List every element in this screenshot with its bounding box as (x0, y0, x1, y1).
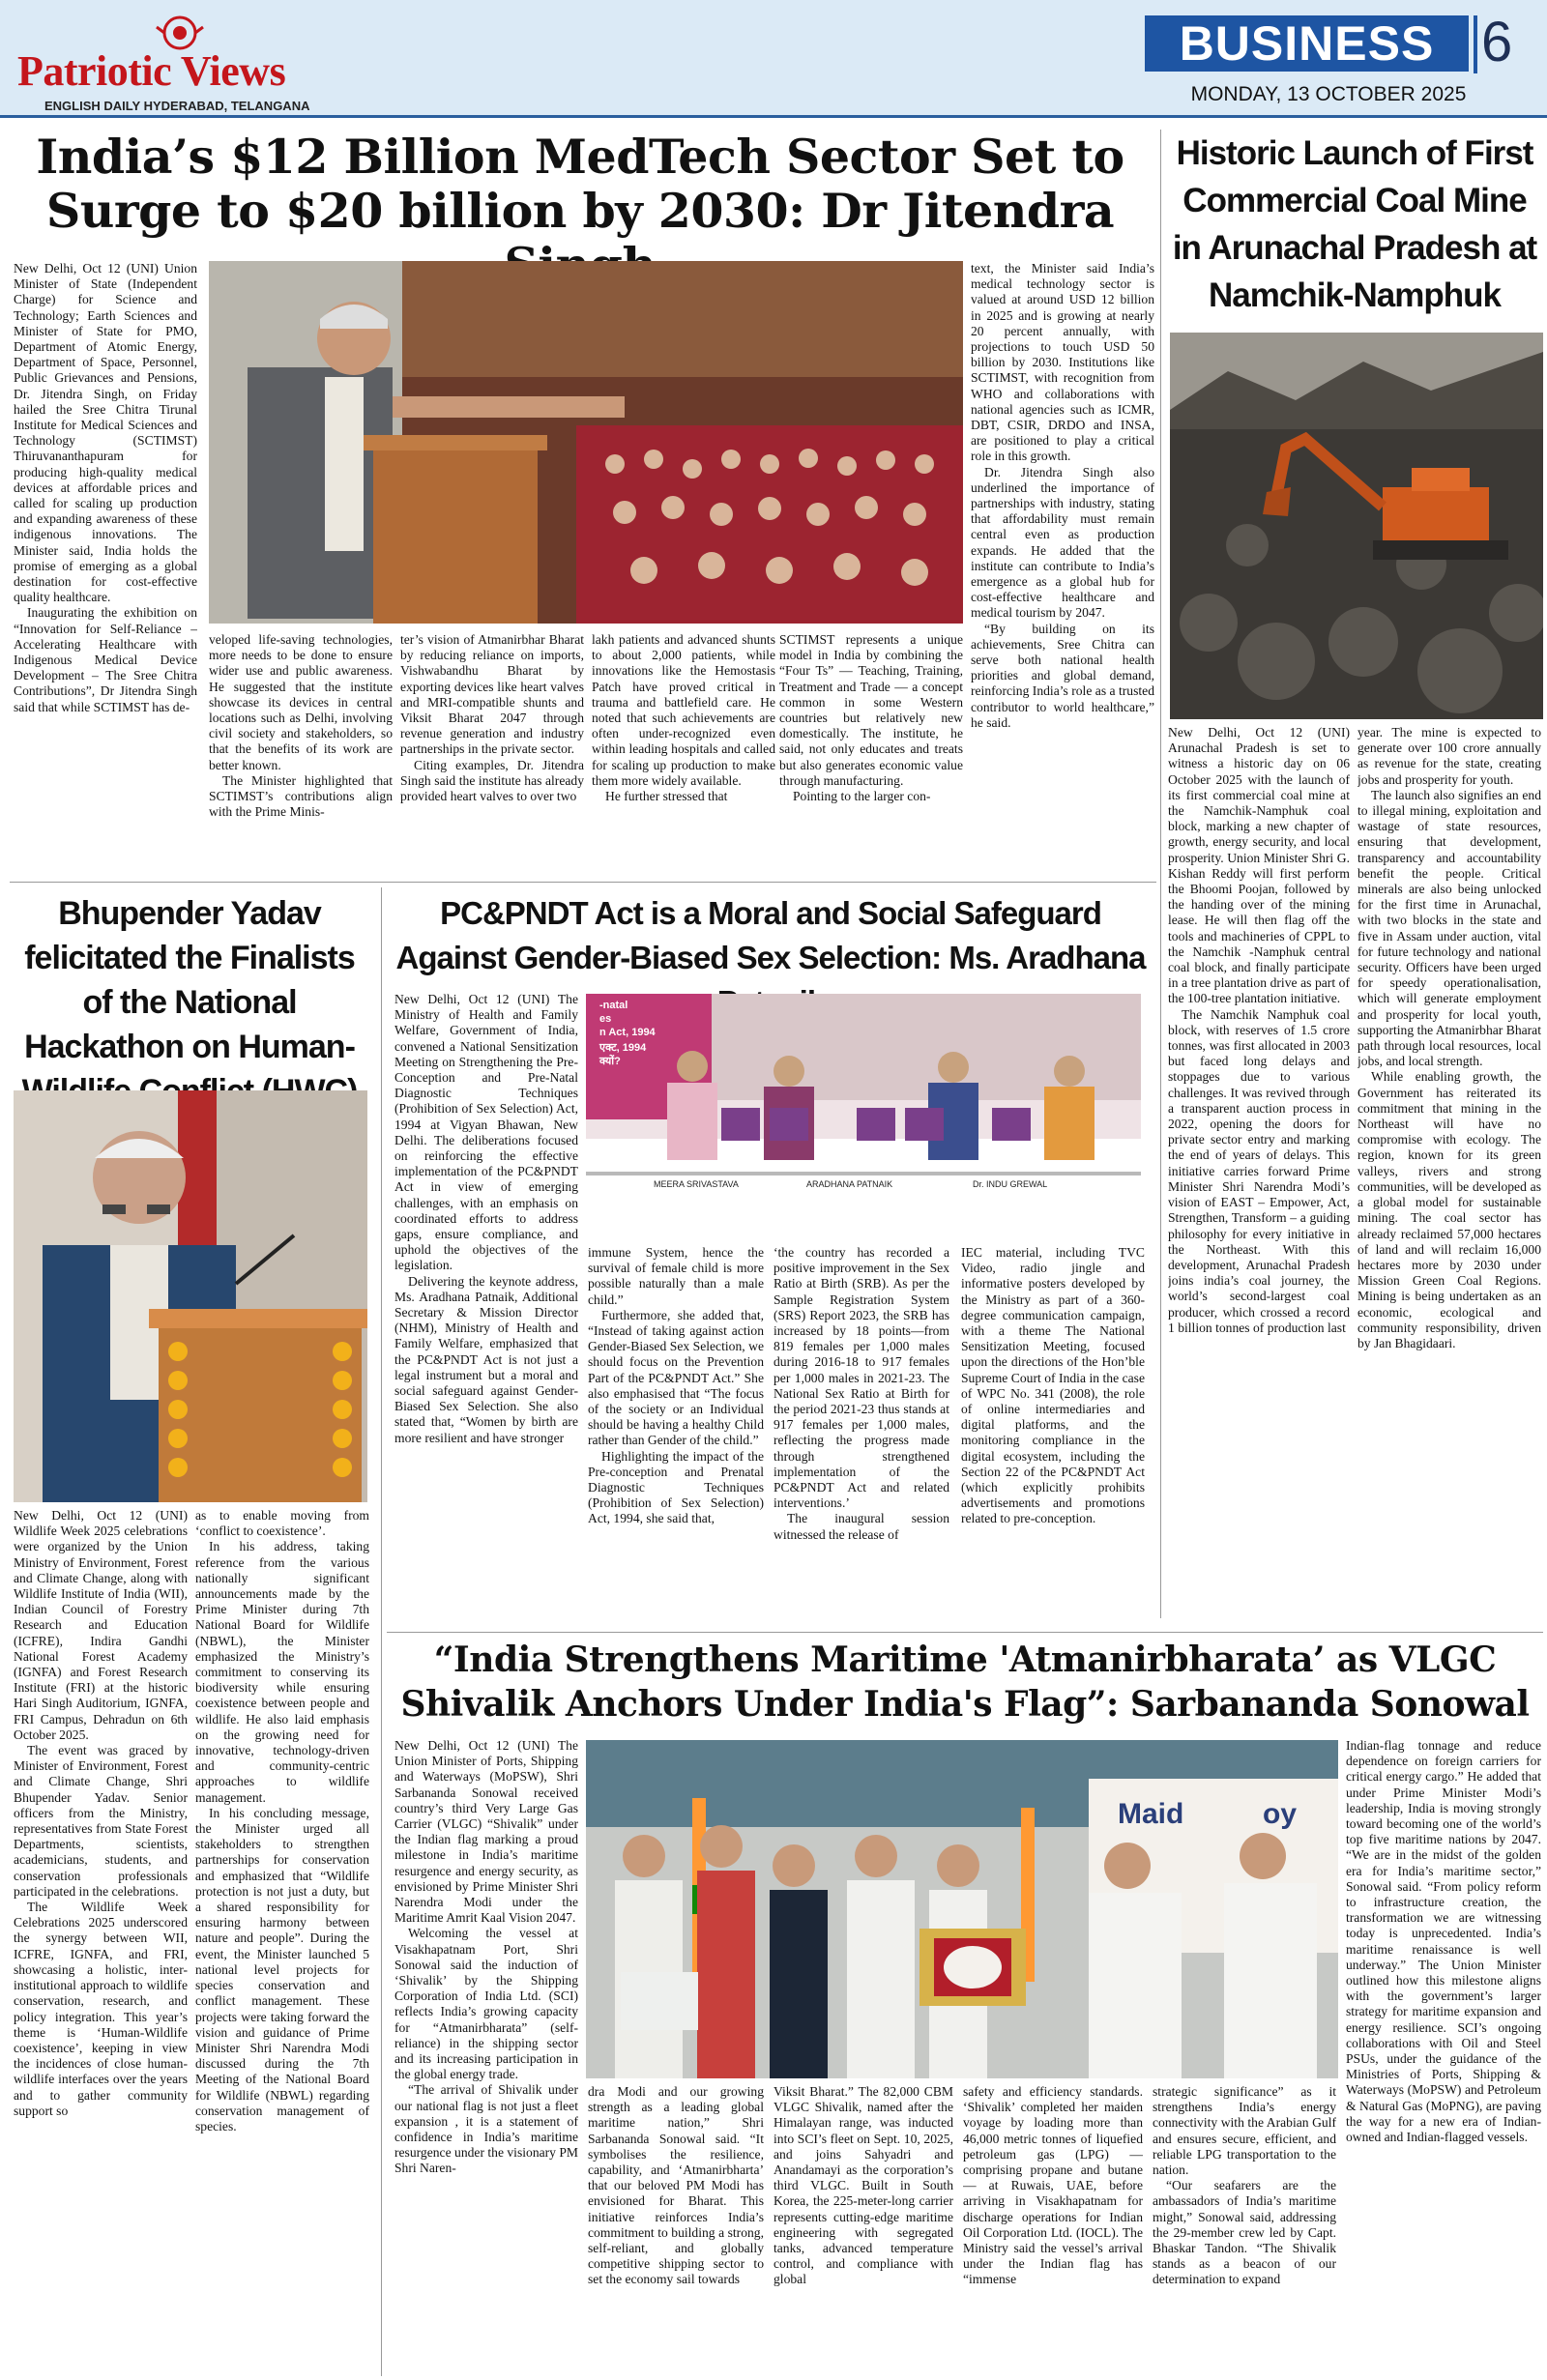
maritime-paragraph: New Delhi, Oct 12 (UNI) The Union Minister of Ports, Shipping and Waterways (MoPSW), Shri Sarbananda Sonowal received country’s third Very Large Gas Carrier (VLGC) “Shivalik” under the Indian flag marking a proud milestone in India’s maritime resurgence and energy security, as envisioned by Prime Minister Shri Narendra Modi under the Maritime Amrit Kaal Vision 2047. (394, 1738, 578, 1926)
medtech-column-1 (14, 261, 197, 876)
coal-column-1 (1168, 725, 1350, 1616)
maritime-column-4 (963, 2084, 1143, 2376)
pcpndt-column-3 (774, 1245, 949, 1628)
maritime-paragraph: strategic significance” as it strengthens India’s energy connectivity with the Arabian Gulf and ensures secure, efficient, and reliable LPG transportation to the nation. (1153, 2084, 1336, 2178)
coal-paragraph: The Namchik Namphuk coal block, with reserves of 1.5 crore tonnes, was first allocated in 2003 but faced long delays and stoppages due to various challenges. It was revived through a transparent auction process in 2022, opening the doors for private sector entry and marking the end of years of delays. This initiative carries forward Prime Minister Shri Narendra Modi’s vision of EAST – Empower, Act, Strengthen, Transform – a guiding philosophy for every initiative in the Northeast. With this development, Arunachal Pradesh joins india’s coal journey, the world’s second-largest coal producer, which crossed a record 1 billion tonnes of production last (1168, 1006, 1350, 1335)
banner-text: es (599, 1013, 612, 1025)
hwc-paragraph: New Delhi, Oct 12 (UNI) Wildlife Week 2025 celebrations were organized by the Union Ministry of Environment, Forest and Climate Change, along with Wildlife Institute of India (WII), Indian Council of Forestry Research and Education (ICFRE), Indira Gandhi National Forest Academy (IGNFA) and Forest Research Institute (FRI) at the historic Hari Singh Auditorium, IGNFA, FRI Campus, Dehradun on 6th October 2025. (14, 1508, 188, 1742)
coal-column-2 (1357, 725, 1541, 1616)
photo-shivalik-ceremony (586, 1740, 1338, 2078)
pcpndt-paragraph: Furthermore, she added that, “Instead of taking against action Gender-Biased Sex Selection, we should focus on the Prevention Part of the PC&PNDT Act.” She also emphasised that “The focus of the society or an Individual should be having a healthy Child rather than Gender of the child.” (588, 1307, 764, 1448)
banner-text: -natal (599, 1000, 628, 1011)
hwc-column-1 (14, 1508, 188, 2376)
maritime-paragraph: “The arrival of Shivalik under our national flag is not just a fleet expansion , it is a statement of confidence in India’s maritime resurgence under the visionary PM Shri Naren- (394, 2082, 578, 2176)
pcpndt-paragraph: New Delhi, Oct 12 (UNI) The Ministry of Health and Family Welfare, Government of India, convened a National Sensitization Meeting on Strengthening the Pre-Conception and Pre-Natal Diagnostic Techniques (Prohibition of Sex Selection) Act, 1994 at Vigyan Bhawan, New Delhi. The deliberations focused on reinforcing the effective implementation of the PC&PNDT Act in view of emerging challenges, with an emphasis on coordinated efforts to address gaps, ensure compliance, and uphold the objectives of the legislation. (394, 992, 578, 1273)
pcpndt-paragraph: The inaugural session witnessed the release of (774, 1511, 949, 1542)
maritime-paragraph: “Our seafarers are the ambassadors of India’s maritime might,” Sonowal said, addressing the 29-member crew led by Capt. Bhaskar Tandon. “The Shivalik stands as a beacon of our determination to expand (1153, 2178, 1336, 2287)
date-line: MONDAY, 13 OCTOBER 2025 (1190, 83, 1467, 105)
medtech-paragraph: ter’s vision of Atmanirbhar Bharat by reducing reliance on imports, Vishwabandhu Bharat by exporting devices like heart valves and MRI-compatible shunts and Viksit Bharat 2047 through revenue generation and industry partnerships in the private sector. (400, 632, 584, 757)
masthead-tagline: ENGLISH DAILY HYDERABAD, TELANGANA (44, 99, 310, 113)
banner-text: n Act, 1994 (599, 1027, 656, 1038)
photo-pcpndt-event-image (586, 994, 1141, 1237)
headline-maritime: “India Strengthens Maritime 'Atmanirbharata’ as VLGC Shivalik Anchors Under India's Flag”: Sarbananda Sonowal (400, 1640, 1530, 1725)
headline-pcpndt: PC&PNDT Act is a Moral and Social Safeguard Against Gender-Biased Sex Selection: Ms. Aradhana (395, 895, 1146, 975)
maritime-paragraph: Viksit Bharat.” The 82,000 CBM VLGC Shivalik, named after the Himalayan range, was inducted into SCI’s fleet on Sept. 10, 2025, and joins Sahyadri and Anandamayi as the corporation’s third VLGC. Built in South Korea, the 225-meter-long carrier represents cutting-edge maritime engineering with segregated tanks, advanced temperature control, and compliance with global (774, 2084, 953, 2287)
masthead-logo: Patriotic Views (17, 47, 286, 95)
pcpndt-column-4 (961, 1245, 1145, 1628)
hwc-paragraph: In his concluding message, the Minister urged all stakeholders to strengthen partnerships for conservation and emphasized that “Wildlife protection is not just a duty, but a shared responsibility for ensuring harmony between nature and people”. During the event, the Minister launched 5 national level projects for species conservation and conflict management. These projects were taking forward the vision and guidance of Prime Minister Shri Narendra Modi discussed during the 7th Meeting of the National Board for Wildlife (NBWL) regarding conservation management of species. (195, 1805, 369, 2133)
headline-coal: Historic Launch of First Commercial Coal Mine in Arunachal Pradesh at Namchik-Namphuk (1172, 134, 1537, 314)
maritime-column-2 (588, 2084, 764, 2376)
hwc-paragraph: as to enable moving from ‘conflict to coexistence’. (195, 1508, 369, 1539)
maritime-column-6 (1346, 1738, 1541, 2376)
nameplate: ARADHANA PATNAIK (806, 1179, 893, 1189)
pcpndt-paragraph: Delivering the keynote address, Ms. Aradhana Patnaik, Additional Secretary & Mission Director (NHM), Ministry of Health and Family Welfare, emphasized that the PC&PNDT Act is not just a legal instrument but a moral and social safeguard against Gender-Biased Sex Selection. She also stated that, “Women by birth are more resilient and have stronger (394, 1273, 578, 1445)
maritime-column-1 (394, 1738, 578, 2376)
medtech-paragraph: Dr. Jitendra Singh also underlined the importance of partnerships with industry, stating that affordability must remain central even as production expands. He added that the institute can contribute to India’s emergence as a global hub for cost-effective healthcare and medical tourism by 2047. (971, 464, 1154, 621)
maritime-column-3 (774, 2084, 953, 2376)
banner-text: क्यों? (599, 1056, 621, 1067)
headline-hwc: Bhupender Yadav felicitated the Finalists of the National Hackathon on Human- (24, 895, 355, 1065)
pcpndt-column-1 (394, 992, 578, 1628)
medtech-paragraph: Inaugurating the exhibition on “Innovation for Self-Reliance – Accelerating Healthcare with Indigenous Medical Device Development – The Sree Chitra Contributions”, Dr Jitendra Singh said that while SCTIMST has de- (14, 605, 197, 714)
ship-banner-text: Maid (1118, 1798, 1184, 1830)
medtech-paragraph: He further stressed that (605, 789, 728, 804)
hwc-paragraph: The event was graced by Minister of Environment, Forest and Climate Change, Shri Bhupender Yadav. Senior officers from the Ministry, representatives from State Forest Departments, scientists, academicians, students, and conservation professionals participated in the celebrations. (14, 1743, 188, 1899)
column-divider (381, 887, 382, 2376)
photo-coal-mine (1170, 333, 1543, 719)
medtech-column-3 (400, 632, 584, 876)
coal-paragraph: year. The mine is expected to generate over 100 crore annually as revenue for the state, creating jobs and prosperity for youth. (1357, 725, 1541, 787)
medtech-paragraph: SCTIMST represents a unique model in India by combining the “Four Ts” — Teaching, Training, Treatment and Trade — a concept common in some Western countries but relatively new domestically. The institute, he said, not only educates and treats but also generates economic value through manufacturing. (779, 632, 963, 788)
photo-jitendra-singh-image (209, 261, 963, 624)
ship-banner-text: oy (1263, 1798, 1298, 1830)
section-divider-line (10, 882, 1156, 883)
medtech-paragraph: text, the Minister said India’s medical technology sector is valued at around USD 12 billion in 2025 and is growing at nearly 20 percent annually, with projections to touch USD 50 billion by 2030. Institutions like SCTIMST, with recognition from WHO and collaborations with national agencies such as ICMR, DBT, CSIR, DRDO and INSA, are positioned to play a critical role in this growth. (971, 261, 1154, 464)
pcpndt-column-2 (588, 1245, 764, 1628)
maritime-paragraph: Indian-flag tonnage and reduce dependence on foreign carriers for critical energy cargo.” He added that under Prime Minister Modi’s leadership, India is moving strongly toward becoming one of the world’s top five maritime nations by 2047. “We are in the midst of the golden era for India’s maritime sector,” Sonowal said. “From policy reform to infrastructure creation, the transformation we are witnessing today is unprecedented. India’s maritime renaissance is well underway.” The Union Minister outlined how this milestone aligns with the government’s larger strategy for maritime expansion and energy resilience. SCI’s ongoing collaborations with Oil and Steel PSUs, under the guidance of the Ministries of Ports, Shipping & Waterways (MoPSW) and Petroleum & Natural Gas (MoPNG), are paving the way for a new era of Indian-owned and Indian-flagged vessels. (1346, 1738, 1541, 2145)
photo-shivalik-ceremony-image (586, 1740, 1338, 2078)
medtech-paragraph: The Minister highlighted that SCTIMST’s contributions align with the Prime Minis- (209, 772, 393, 820)
medtech-column-5 (779, 632, 963, 876)
pcpndt-paragraph: immune System, hence the survival of female child is more possible naturally than a male child.” (588, 1245, 764, 1307)
maritime-paragraph: Welcoming the vessel at Visakhapatnam Port, Shri Sonowal said the induction of ‘Shivalik’ by the Shipping Corporation of India Ltd. (SCI) reflects India’s growing capacity for “Atmanirbharata” (self-reliance) in the shipping sector and its increasing participation in the global energy trade. (394, 1926, 578, 2082)
coal-paragraph: New Delhi, Oct 12 (UNI) Arunachal Pradesh is set to witness a historic day on 06 October 2025 with the launch of its first commercial coal mine at the Namchik-Namphuk coal block, marking a new chapter of growth, energy security, and local prosperity. Union Minister Shri G. Kishan Reddy will first perform the Bhoomi Poojan, followed by the handing over of the mining lease. He will then flag off the tools and machineries of CPPL to the Namchik -Namphuk central coal block, and finally participate in a tree plantation drive as part of the 100-tree plantation initiative. (1168, 725, 1350, 1006)
maritime-paragraph: dra Modi and our growing strength as a leading global maritime nation,” Shri Sarbananda Sonowal said. “It symbolises the resilience, capability, and ‘Atmanirbharta’ that our beloved PM Modi has envisioned for Bharat. This initiative reinforces India’s commitment to building a strong, self-reliant, and globally competitive shipping sector to set the economy sail towards (588, 2084, 764, 2287)
maritime-paragraph: safety and efficiency standards. ‘Shivalik’ completed her maiden voyage by loading more than 46,000 metric tonnes of liquefied petroleum gas (LPG) — comprising propane and butane — at Ruwais, UAE, before arriving in Visakhapatnam for discharge operations for Indian Oil Corporation Ltd. (IOCL). The Ministry said the vessel’s arrival under the Indian flag has “immense (963, 2084, 1143, 2287)
nameplate: MEERA SRIVASTAVA (654, 1179, 739, 1189)
medtech-column-6 (971, 261, 1154, 876)
photo-bhupender-yadav (14, 1090, 367, 1502)
pcpndt-paragraph: Highlighting the impact of the Pre-conception and Prenatal Diagnostic Techniques (Prohibition of Sex Selection) Act, 1994, she said that, (588, 1448, 764, 1526)
medtech-paragraph: Pointing to the larger con- (793, 789, 931, 804)
photo-pcpndt-event (586, 994, 1141, 1237)
medtech-paragraph: New Delhi, Oct 12 (UNI) Union Minister of State (Independent Charge) for Science and Technology; Earth Sciences and Minister of State for PMO, Department of Atomic Energy, Department of Space, Personnel, Public Grievances and Pensions, Dr. Jitendra Singh, on Friday hailed the Sree Chitra Tirunal Institute for Medical Sciences and Technology (SCTIMST) Thiruvananthapuram for producing high-quality medical devices at affordable prices and called for scaling up production and expanding awareness of these indigenous innovations. The Minister said, India holds the promise of emerging as a global destination for cost-effective quality healthcare. (14, 261, 197, 605)
column-divider (1160, 130, 1161, 1618)
pcpndt-paragraph: ‘the country has recorded a positive improvement in the Sex Ratio at Birth (SRB). As per the Sample Registration System (SRS) Report 2023, the SRB has increased by 18 points—from 819 females per 1,000 males during 2016-18 to 917 females per 1,000 males in 2021-23. The National Sex Ratio at Birth for the period 2021-23 thus stands at 917 females per 1,000 males, reflecting the progress made through strengthened implementation of the PC&PNDT Act and related interventions.’ (774, 1245, 949, 1511)
medtech-column-4 (592, 632, 775, 876)
maritime-column-5 (1153, 2084, 1336, 2376)
section-divider-line (387, 1632, 1543, 1633)
medtech-paragraph: Citing examples, Dr. Jitendra Singh said the institute has already provided heart valves to over two (400, 757, 584, 804)
section-divider (1474, 15, 1477, 73)
headline-medtech: India’s $12 Billion MedTech Sector Set to Surge to $20 billion by 2030: Dr Jitendra (36, 129, 1124, 239)
coal-paragraph: While enabling growth, the Government has reiterated its commitment that mining in the Northeast will have no compromise with ecology. The region, known for its green valleys, rivers and strong communities, will be developed as a global model for sustainable mining. The coal sector has already reclaimed 57,000 hectares of land and will reclaim 16,000 hectares more by 2030 under Mission Green Coal Regions. Mining is being undertaken as an economic, ecological and community responsibility, driven by Jan Bhagidaari. (1357, 1069, 1541, 1350)
photo-jitendra-singh (209, 261, 963, 624)
page-number: 6 (1481, 11, 1513, 73)
medtech-paragraph: veloped life-saving technologies, more needs to be done to ensure wider use and public awareness. He suggested that the institute showcase its devices in central locations such as Delhi, involving civil society and stakeholders, so that the benefits of its work are better known. (209, 632, 393, 772)
hwc-paragraph: The Wildlife Week Celebrations 2025 underscored the synergy between WII, ICFRE, IGNFA, and FRI, showcasing a holistic, inter-institutional approach to wildlife conservation, research, and policy integration. This year’s theme is ‘Human-Wildlife coexistence’, keeping in view the incidences of close human-wildlife interfaces over the years and to gather community support so (14, 1900, 188, 2118)
photo-bhupender-yadav-image (14, 1090, 367, 1502)
medtech-paragraph: lakh patients and advanced shunts to about 2,000 patients, while innovations like the Hemostasis Patch have proved critical in trauma and battlefield care. He noted that such achievements are often under-recognized even within leading hospitals and called for scaling up production to make them more widely available. (592, 632, 775, 788)
hwc-column-2 (195, 1508, 369, 2376)
medtech-column-2 (209, 632, 393, 876)
coal-paragraph: The launch also signifies an end to illegal mining, exploitation and wastage of state resources, ensuring that development, transparency and accountability benefit the people. Critical minerals are also being unlocked for the first time in Arunachal, with two blocks in the state and five in Assam under auction, vital for future technology and national security. Officers have been urged for speedy operationalisation, which will generate employment and prosperity for local youth, supporting the Atmanirbhar Bharat path through local resources, local jobs, and local strength. (1357, 787, 1541, 1069)
banner-text: एक्ट, 1994 (599, 1042, 647, 1054)
pcpndt-paragraph: IEC material, including TVC Video, radio jingle and informative posters developed by the Ministry as part of a 360-degree communication campaign, with a theme The National Sensitization Meeting, focused upon the directions of the Hon’ble Supreme Court of India in the case of WPC No. 341 (2008), the role of online intermediaries and digital platforms, and the monitoring compliance in the digital ecosystem, including the Section 22 of the PC&PNDT Act (which explicitly prohibits advertisements and promotions related to pre-conception. (961, 1245, 1145, 1526)
hwc-paragraph: In his address, taking reference from the various nationally significant announcements made by the Prime Minister during 7th National Board for Wildlife (NBWL), the Minister emphasized the Ministry’s commitment to conserving its biodiversity while ensuring coexistence between people and wildlife. He also laid emphasis on the growing need for innovative, technology-driven and community-centric approaches to wildlife management. (195, 1539, 369, 1805)
section-label: BUSINESS (1145, 15, 1469, 72)
medtech-paragraph: “By building on its achievements, Sree Chitra can serve both national health priorities and global demand, reinforcing India’s role as a trusted contributor to world healthcare,” he said. (971, 621, 1154, 730)
nameplate: Dr. INDU GREWAL (973, 1179, 1048, 1189)
photo-coal-mine-image (1170, 333, 1543, 719)
